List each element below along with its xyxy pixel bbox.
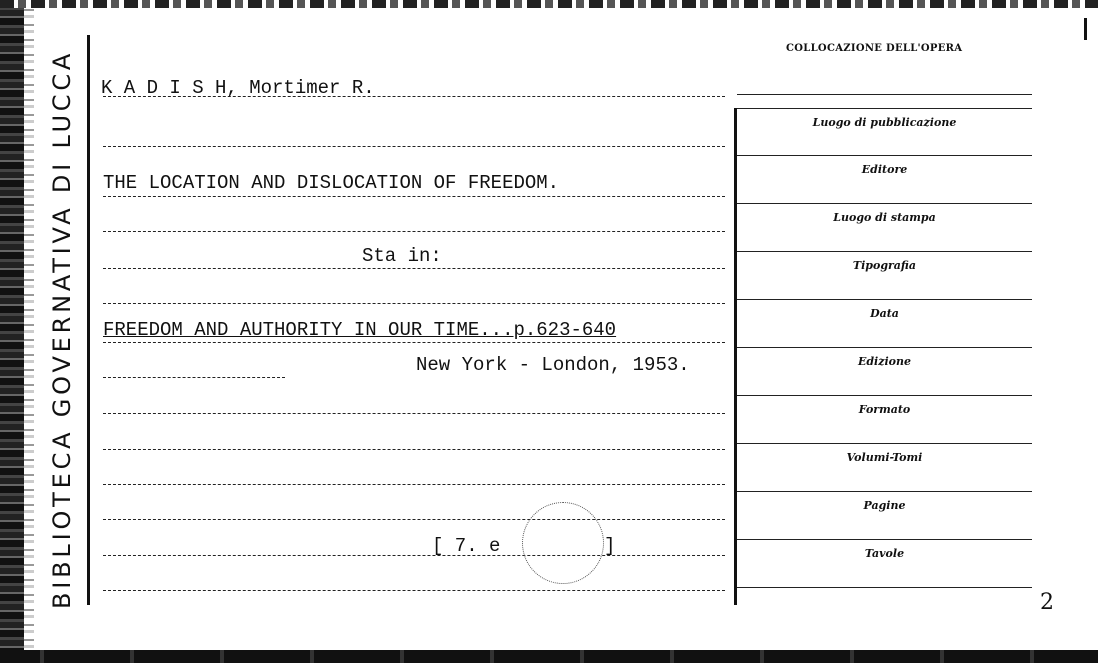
field-rule xyxy=(737,347,1032,348)
source-line: FREEDOM AND AUTHORITY IN OUR TIME...p.623-640 xyxy=(103,319,617,341)
field-rule xyxy=(737,155,1032,156)
sta-in-line: Sta in: xyxy=(362,245,442,267)
ruled-line xyxy=(103,303,725,304)
field-editore: Editore xyxy=(861,163,908,176)
card-bottom-edge xyxy=(0,650,1098,663)
ruled-line xyxy=(103,590,725,591)
collocazione-title: COLLOCAZIONE DELL'OPERA xyxy=(786,43,963,54)
ruled-line xyxy=(103,555,725,556)
ruled-line xyxy=(103,268,725,269)
field-rule xyxy=(737,203,1032,204)
field-rule xyxy=(737,587,1032,588)
shelfmark-close: ] xyxy=(604,535,616,557)
card-right-mark xyxy=(1084,18,1087,40)
field-data: Data xyxy=(870,307,899,320)
shelfmark-open: [ 7. e xyxy=(432,535,501,557)
author-line: K A D I S H, Mortimer R. xyxy=(101,77,375,99)
ruled-line xyxy=(103,519,725,520)
field-rule xyxy=(737,299,1032,300)
field-rule xyxy=(737,108,1032,109)
field-luogo-pubblicazione: Luogo di pubblicazione xyxy=(812,116,957,129)
ruled-line xyxy=(103,342,725,343)
field-tipografia: Tipografia xyxy=(852,259,917,272)
field-rule xyxy=(737,395,1032,396)
ruled-line xyxy=(103,484,725,485)
field-rule xyxy=(737,443,1032,444)
field-rule xyxy=(737,251,1032,252)
ruled-line xyxy=(103,231,725,232)
handwritten-mark: 2 xyxy=(1040,590,1054,615)
ruled-line xyxy=(103,146,725,147)
field-luogo-stampa: Luogo di stampa xyxy=(833,211,936,224)
field-rule xyxy=(737,539,1032,540)
field-edizione: Edizione xyxy=(857,355,911,368)
ruled-line xyxy=(103,449,725,450)
card-left-edge xyxy=(0,0,24,663)
ruled-line xyxy=(103,413,725,414)
field-tavole: Tavole xyxy=(864,547,905,560)
collocazione-rule xyxy=(737,94,1032,95)
ruled-line xyxy=(103,196,725,197)
faded-stamp xyxy=(522,502,604,584)
library-name: BIBLIOTECA GOVERNATIVA DI LUCCA xyxy=(48,49,76,609)
card-left-edge-inner xyxy=(24,0,34,663)
field-pagine: Pagine xyxy=(863,499,906,512)
field-formato: Formato xyxy=(858,403,911,416)
margin-rule xyxy=(87,35,90,605)
field-volumi-tomi: Volumi-Tomi xyxy=(846,451,923,464)
field-rule xyxy=(737,491,1032,492)
title-line: THE LOCATION AND DISLOCATION OF FREEDOM. xyxy=(103,172,560,194)
ruled-line xyxy=(103,377,285,378)
card-top-edge xyxy=(0,0,1098,8)
imprint-line: New York - London, 1953. xyxy=(416,354,690,376)
